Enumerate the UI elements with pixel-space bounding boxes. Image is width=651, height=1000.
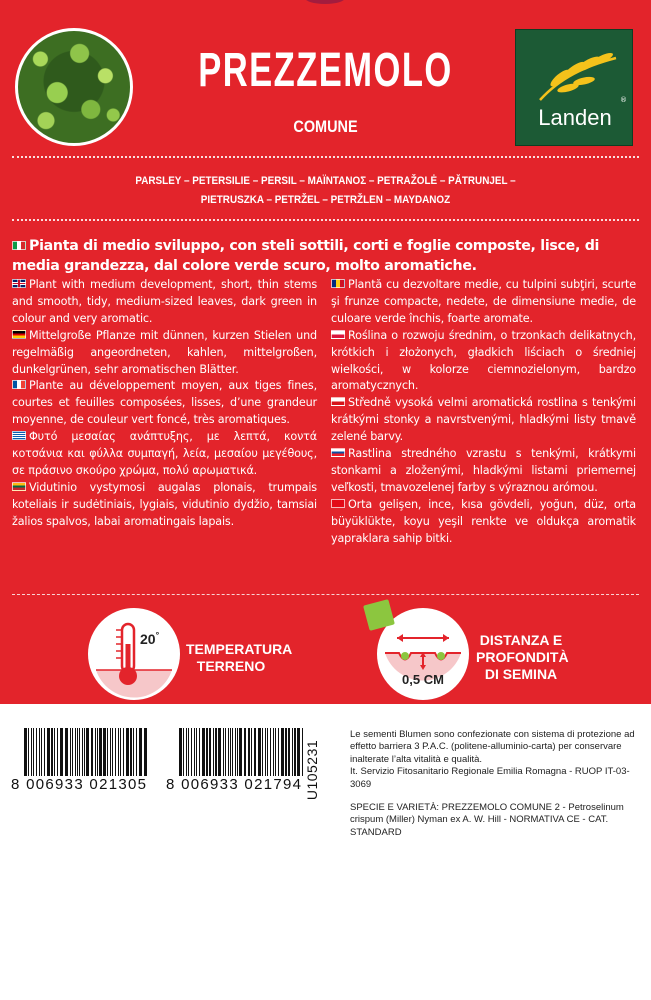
barcode-bar [47,728,50,776]
description-tr [331,497,636,548]
barcode-bar [213,728,214,776]
description-gr [12,429,317,480]
barcode-bar [188,728,189,776]
barcode-bar [65,728,68,776]
barcode-bar [258,728,261,776]
barcode-bar [191,728,192,776]
description-it-text: Pianta di medio sviluppo, con steli sottili, corti e foglie composte, lisce, di media grandezza, dal colore verde scuro, molto aromatiche. [12,238,600,274]
barcode-bar [267,728,268,776]
brand-logo [515,29,633,146]
barcode-bar [270,728,271,776]
divider-bottom [12,594,639,595]
france-flag-icon [12,380,26,389]
barcode-bar [265,728,266,776]
divider-top [12,156,639,158]
legal-packaging: Le sementi Blumen sono confezionate con sistema di protezione ad effetto barriera 3 P.A.C. (politene-alluminio-carta) per conservare inalterate l’alta vitalità e qualità. [350,729,635,765]
description-fr [12,378,317,429]
sowing-label-line-3: DI SEMINA [484,666,558,682]
barcode-bar [144,728,147,776]
barcode-bar [292,728,293,776]
barcode-bar [130,728,132,776]
barcode-bar [95,728,96,776]
translations-line-2: PIETRUSZKA – PETRŽEL – PETRŽLEN – MAYDANOZ [200,194,451,206]
description-en [12,277,317,328]
barcode-bar [288,728,290,776]
barcode-bar [262,728,263,776]
barcode-bar [33,728,34,776]
slovakia-flag-icon [331,448,345,457]
registered-mark: ® [620,96,627,104]
barcode-bar [206,728,208,776]
thermometer-icon [88,608,180,700]
translations-line-1: PARSLEY – PETERSILIE – PERSIL – ΜΑΪΝΤΑΝΟΣ – PETRAŽOLĖ – PĂTRUNJEL – [135,175,516,187]
descriptions-right-column [331,277,636,548]
barcode-bar [228,728,229,776]
temperature-label-line-2: TERRENO [196,658,266,674]
temperature-unit: ° [155,630,160,640]
soil-temperature-label [186,641,293,675]
brand-name: Landen [538,105,612,130]
poland-flag-icon [331,330,345,339]
article-code-text: U105231 [304,739,320,801]
barcode-bar [225,728,226,776]
description-it [12,236,642,276]
barcode-bar [139,728,142,776]
barcode-bar [70,728,71,776]
temperature-value [140,630,159,647]
barcode-bar [39,728,40,776]
descriptions-left-column [12,277,317,531]
barcode-bar [209,728,211,776]
barcode-bar [103,728,106,776]
barcode-bar [118,728,119,776]
description-cz-text: Středně vysoká velmi aromatická rostlina s tenkými krátkými stonky a navrstvenými, hladkými listy tmavě zelené barvy. [331,396,636,444]
barcode-bar [44,728,45,776]
barcode-bar [75,728,76,776]
temperature-number: 20 [140,631,156,647]
uk-flag-icon [12,279,26,288]
lithuania-flag-icon [12,482,26,491]
description-gr-text: Φυτό μεσαίας ανάπτυξης, με λεπτά, κοντά κοτσάνια και φύλλα συμπαγή, λεία, μεσαίου μεγέθους, σε πράσινο σκούρο χρώμα, πολύ αρωματικά. [12,430,317,477]
barcode-bar [82,728,83,776]
barcode-bar [235,728,236,776]
barcode-bar [199,728,200,776]
barcode-bar [196,728,197,776]
barcode-bar [133,728,134,776]
barcode-bar [248,728,250,776]
barcode-bar [202,728,205,776]
romania-flag-icon [331,279,345,288]
barcode-bar [72,728,73,776]
divider-mid [12,219,639,221]
barcode-bar [91,728,93,776]
barcode-bar [281,728,284,776]
legal-phyto: It. Servizio Fitosanitario Regionale Emilia Romagna - RUOP IT-03-3069 [350,766,630,790]
barcode-bar [136,728,137,776]
soil-temperature-badge [88,608,180,700]
barcode-2-digits: 8 006933 021794 [166,776,303,793]
name-translations [0,172,651,210]
barcode-bar [86,728,89,776]
packet-top-notch [305,0,345,4]
description-pl [331,328,636,396]
barcode-1-digits: 8 006933 021305 [11,776,148,793]
germany-flag-icon [12,330,26,339]
barcode-bar [215,728,217,776]
barcode-bar [112,728,113,776]
description-en-text: Plant with medium development, short, thin stems and smooth, tidy, medium-sized leaves, dark green in colour and very aromatic. [12,278,317,325]
description-de [12,328,317,379]
barcode-bar [294,728,296,776]
legal-species: SPECIE E VARIETÀ: PREZZEMOLO COMUNE 2 - Petroselinum crispum (Miller) Nyman ex A. W. Hill - NORMATIVA CE - CAT. STANDARD [350,802,624,838]
description-fr-text: Plante au développement moyen, aux tiges fines, courtes et feuilles composées, lisses, d’une grandeur moyenne, de couleur vert foncé, très aromatiques. [12,379,317,427]
barcode-bar [218,728,221,776]
barcode-bar [115,728,116,776]
barcode-bar [194,728,195,776]
barcode-bar [57,728,58,776]
greece-flag-icon [12,431,26,440]
description-ro [331,277,636,328]
description-pl-text: Roślina o rozwoju średnim, o trzonkach delikatnych, krótkich i złożonych, gładkich liściach o średniej wielkości, w kolorze ciemnozielonym, bardzo aromatycznych. [331,328,636,393]
temperature-label-line-1: TEMPERATURA [186,641,293,657]
description-lt [12,480,317,531]
barcode-bar [84,728,85,776]
barcode-bar [285,728,287,776]
barcode-bar [278,728,279,776]
barcode-bar [223,728,224,776]
legal-notice [350,729,635,839]
barcode-bar [60,728,63,776]
sowing-distance-label [476,632,569,683]
turkey-flag-icon [331,499,345,508]
product-subtitle: COMUNE [293,117,358,136]
description-lt-text: Vidutinio vystymosi augalas plonais, trumpais koteliais ir sudėtiniais, lygiais, vidutinio dydžio, tamsiai žalios spalvos, labai aromatingais lapais. [12,480,317,528]
barcode-bar [244,728,246,776]
italy-flag-icon [12,241,26,250]
barcode-bar [237,728,238,776]
barcode-bar [77,728,78,776]
barcode-bar [107,728,108,776]
product-title: PREZZEMOLO [198,44,453,97]
sowing-depth-value: 0,5 CM [402,672,444,687]
barcode-bar [126,728,129,776]
description-tr-text: Orta gelişen, ince, kısa gövdeli, yoğun, düz, orta büyüklükte, koyu yeşil renkte ve oldukça aromatik yapraklara sahip bitki. [331,497,636,545]
barcode-bar [273,728,274,776]
barcode-bar [31,728,32,776]
czech-flag-icon [331,397,345,406]
barcode-bar [79,728,80,776]
sowing-label-line-1: DISTANZA E [479,632,563,648]
wheat-icon [530,48,620,103]
description-sk [331,446,636,497]
barcode-bar [54,728,55,776]
sowing-label-line-2: PROFONDITÀ [476,649,569,665]
barcode-bar [275,728,276,776]
barcode-bar [120,728,121,776]
description-ro-text: Plantă cu dezvoltare medie, cu tulpini subţiri, scurte şi frunze compacte, nedete, de dimensiune medie, de culoare verde închis, foarte aromate. [331,278,636,325]
barcode-bar [51,728,53,776]
description-cz [331,395,636,446]
barcode-bar [36,728,37,776]
barcode-bar [186,728,187,776]
barcode-bar [41,728,42,776]
barcode-bar [123,728,124,776]
description-de-text: Mittelgroße Pflanze mit dünnen, kurzen Stielen und regelmäßig angeordneten, kahlen, mittelgroßen, dunkelgrünen, sehr aromatischen Blätter. [12,328,317,376]
barcode-bar [230,728,231,776]
barcode-bar [110,728,111,776]
barcode-bar [232,728,233,776]
article-code [300,740,324,800]
barcode-bar [239,728,242,776]
description-sk-text: Rastlina stredného vzrastu s tenkými, krátkymi stonkami a zloženými, hladkými listami priemernej veľkosti, tmavozelenej farby s výraznou arómou. [331,447,636,494]
